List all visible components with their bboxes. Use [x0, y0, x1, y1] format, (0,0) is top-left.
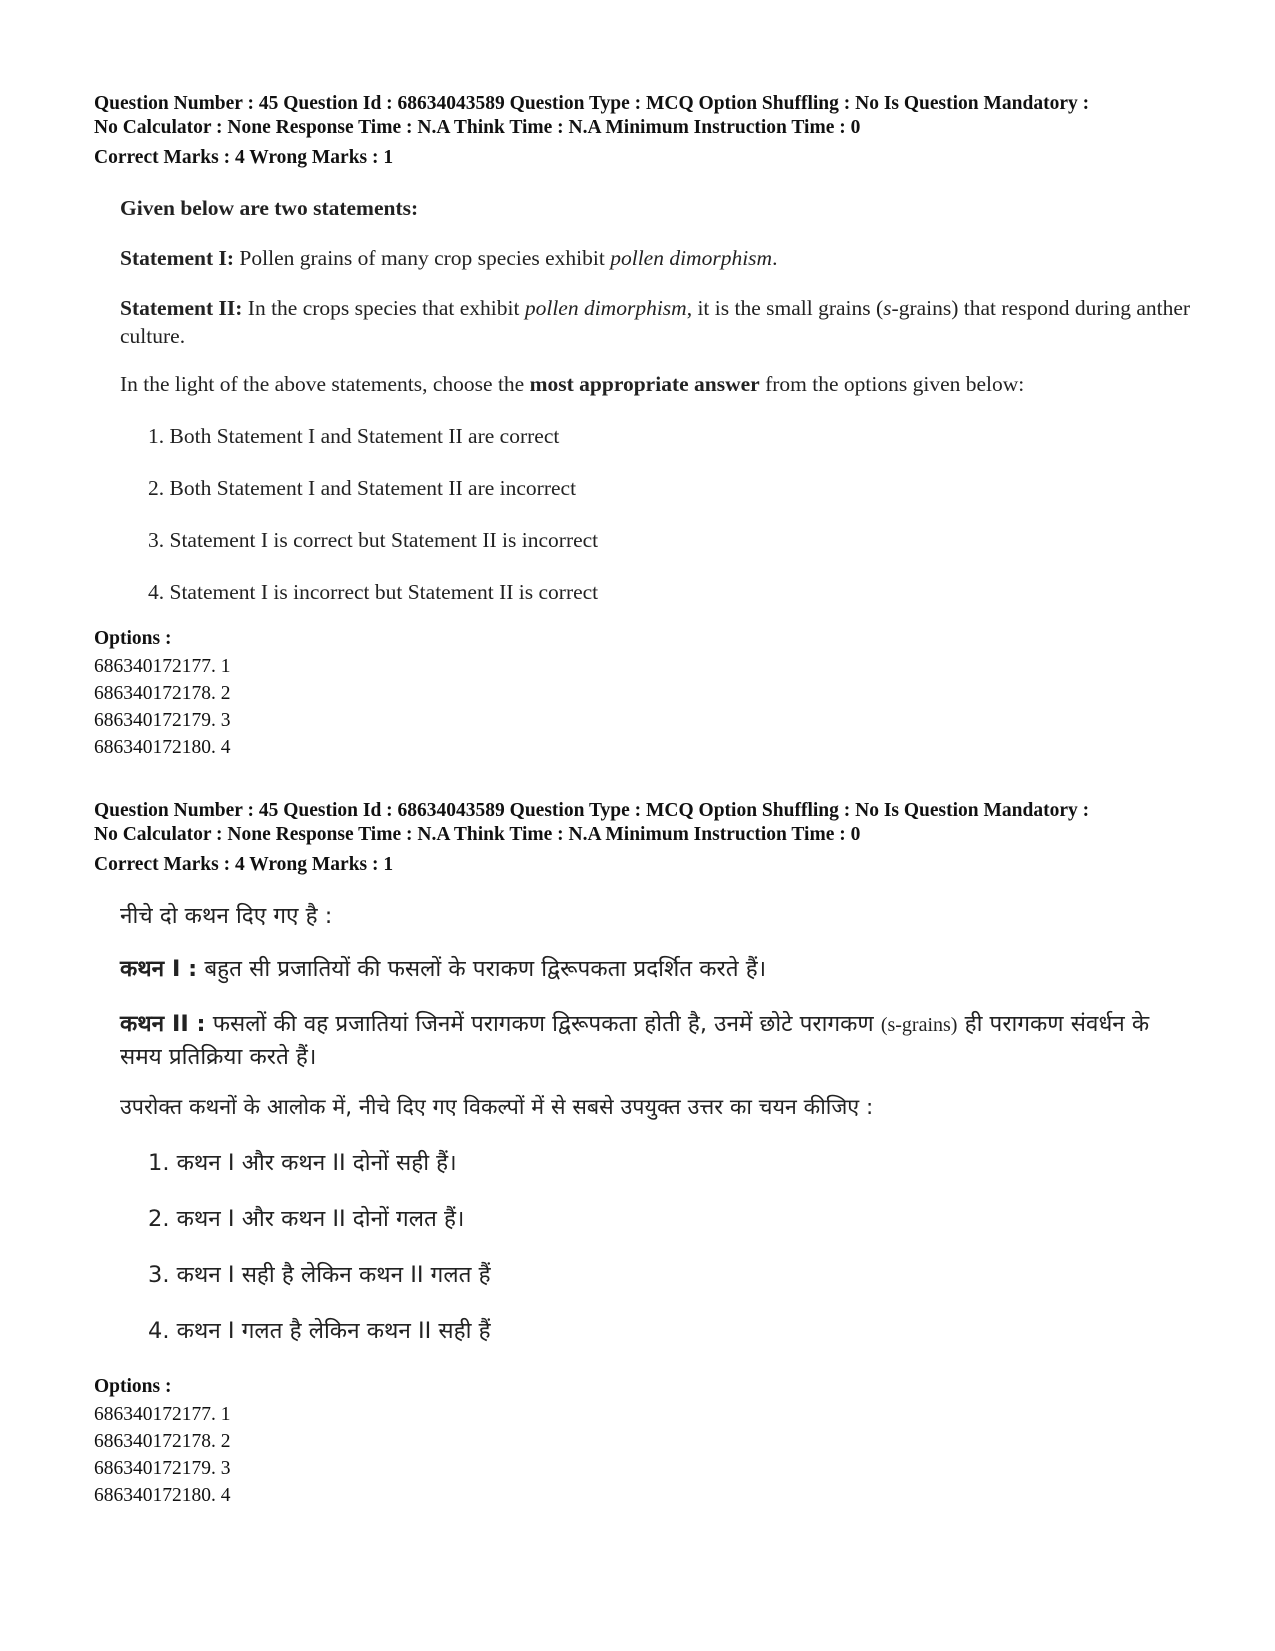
question-marks: Correct Marks : 4 Wrong Marks : 1	[94, 854, 394, 875]
question-intro: Given below are two statements:	[120, 196, 419, 220]
choice-item: 4. कथन I गलत है लेकिन कथन II सही हैं	[148, 1318, 491, 1344]
option-row: 686340172179. 3	[94, 1458, 231, 1479]
option-row: 686340172178. 2	[94, 683, 231, 704]
options-title: Options :	[94, 1376, 172, 1397]
choice-item: 3. कथन I सही है लेकिन कथन II गलत हैं	[148, 1262, 491, 1288]
question-meta-line-2: No Calculator : None Response Time : N.A Think Time : N.A Minimum Instruction Time : 0	[94, 117, 861, 138]
statement-2-label: कथन II :	[120, 1011, 206, 1037]
option-row: 686340172177. 1	[94, 1404, 231, 1425]
choice-item: 2. Both Statement I and Statement II are incorrect	[148, 476, 577, 500]
option-row: 686340172178. 2	[94, 1431, 231, 1452]
statement-2	[120, 294, 1195, 350]
statement-1-text: बहुत सी प्रजातियों की फसलों के पराकण द्विरूपकता प्रदर्शित करते हैं।	[197, 956, 767, 982]
statement-1-label: Statement I:	[120, 246, 235, 270]
statement-2-text-a: फसलों की वह प्रजातियां जिनमें परागकण द्विरूपकता होती है, उनमें छोटे परागकण	[205, 1011, 881, 1037]
statement-1-italic: pollen dimorphism	[610, 246, 773, 270]
statement-2-italic-s: s	[883, 296, 892, 320]
choice-item: 1. Both Statement I and Statement II are correct	[148, 424, 560, 448]
question-marks: Correct Marks : 4 Wrong Marks : 1	[94, 147, 394, 168]
statement-1-end: .	[772, 246, 778, 270]
statement-1	[120, 953, 1195, 985]
statement-2-text-b: , it is the small grains (	[686, 296, 884, 320]
option-row: 686340172180. 4	[94, 1485, 231, 1506]
question-meta-line-1: Question Number : 45 Question Id : 68634043589 Question Type : MCQ Option Shuffling : No Is Question Mandatory :	[94, 800, 1090, 821]
choice-item: 2. कथन I और कथन II दोनों गलत हैं।	[148, 1206, 465, 1232]
option-row: 686340172179. 3	[94, 710, 231, 731]
statement-1	[120, 244, 1195, 272]
question-meta-line-2: No Calculator : None Response Time : N.A Think Time : N.A Minimum Instruction Time : 0	[94, 824, 861, 845]
statement-1-label: कथन I :	[120, 956, 198, 982]
choice-item: 3. Statement I is correct but Statement II is incorrect	[148, 528, 599, 552]
instruction-text-b: from the options given below:	[759, 372, 1025, 396]
instruction-bold: most appropriate answer	[529, 372, 760, 396]
statement-2-latin: (s-grains)	[880, 1014, 958, 1036]
option-row: 686340172180. 4	[94, 737, 231, 758]
statement-1-text: Pollen grains of many crop species exhibit	[234, 246, 611, 270]
statement-2-italic: pollen dimorphism	[524, 296, 687, 320]
statement-2-text-a: In the crops species that exhibit	[242, 296, 525, 320]
question-meta	[94, 799, 1214, 847]
instruction-text-a: In the light of the above statements, choose the	[120, 372, 530, 396]
question-meta	[94, 92, 1214, 140]
option-row: 686340172177. 1	[94, 656, 231, 677]
question-instruction	[120, 370, 1024, 398]
options-title: Options :	[94, 628, 172, 649]
choice-item: 4. Statement I is incorrect but Statement II is correct	[148, 580, 599, 604]
question-meta-line-1: Question Number : 45 Question Id : 68634043589 Question Type : MCQ Option Shuffling : No Is Question Mandatory :	[94, 93, 1090, 114]
statement-2-label: Statement II:	[120, 296, 243, 320]
question-intro: नीचे दो कथन दिए गए है :	[120, 903, 333, 929]
statement-2	[120, 1008, 1195, 1073]
statement-2-text-c: -grains) that respond during anther culture.	[120, 296, 1191, 348]
choice-item: 1. कथन I और कथन II दोनों सही हैं।	[148, 1150, 457, 1176]
question-instruction: उपरोक्त कथनों के आलोक में, नीचे दिए गए विकल्पों में से सबसे उपयुक्त उत्तर का चयन कीजिए :	[120, 1095, 874, 1120]
statement-2-text-b: ही परागकण संवर्धन के समय प्रतिक्रिया करते हैं।	[120, 1011, 1150, 1070]
